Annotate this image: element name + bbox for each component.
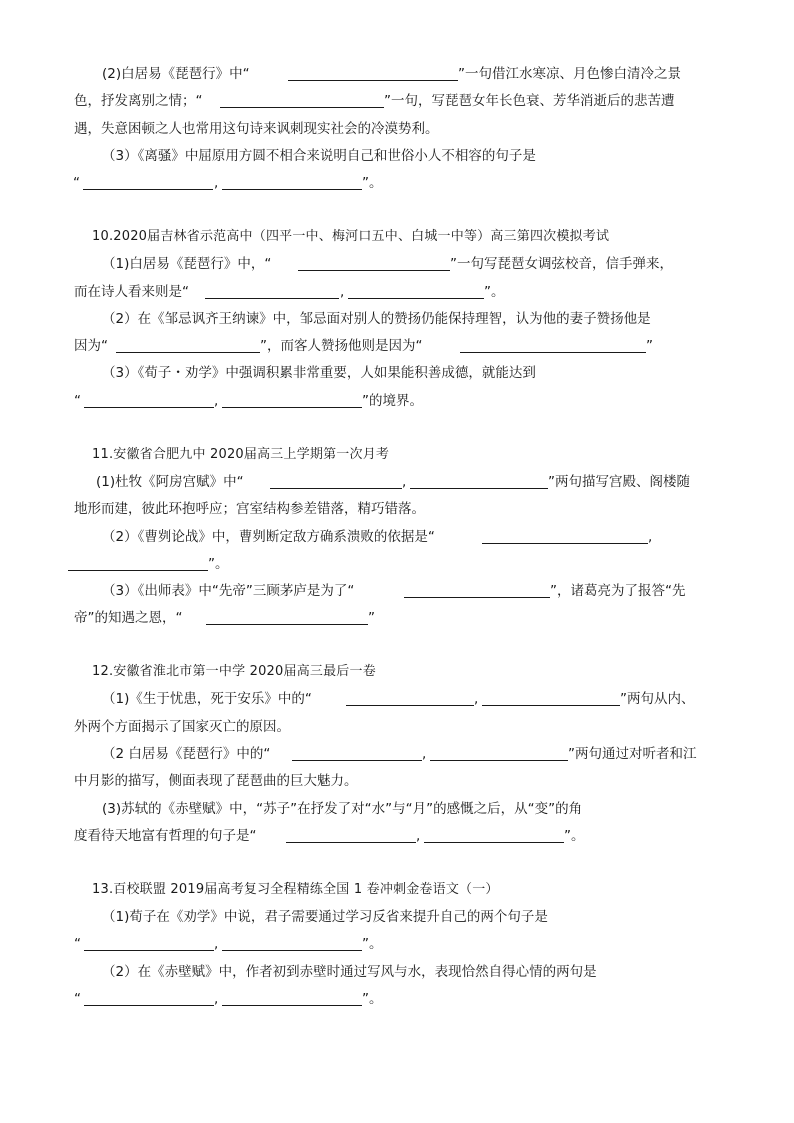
- answer-blank[interactable]: [83, 174, 213, 190]
- quote-close: ”。: [564, 828, 585, 844]
- q11-p1-text: 地形而建，彼此环抱呼应；宫室结构参差错落，精巧错落。: [74, 501, 425, 517]
- comma: ,: [416, 828, 421, 844]
- q13-p2-line2: [0, 988, 794, 1010]
- q12-p2-line1: [0, 743, 794, 765]
- comma: ,: [214, 175, 219, 191]
- question-title: 13.百校联盟 2019届高考复习全程精练全国 1 卷冲刺金卷语文（一）: [92, 882, 499, 897]
- answer-blank[interactable]: [348, 283, 484, 299]
- q13-p2-text: （2）在《赤壁赋》中，作者初到赤壁时通过写风与水，表现恰然自得心情的两句是: [102, 964, 597, 980]
- q10-p2-line2: [0, 335, 794, 357]
- q11-p1-text: ”两句描写宫殿、阁楼随: [548, 474, 690, 490]
- answer-blank[interactable]: [404, 582, 550, 598]
- answer-blank[interactable]: [430, 745, 568, 761]
- q12-p3-text: (3)苏轼的《赤壁赋》中，“苏子”在抒发了对“水”与“月”的感慨之后，从“变”的角: [102, 801, 583, 817]
- q10-p1-text: ”一句写琵琶女调弦校音，信手弹来，: [450, 256, 673, 272]
- q10-p1-text: （1)白居易《琵琶行》中，“: [102, 256, 272, 272]
- q11-p3-line2: [0, 607, 794, 629]
- answer-blank[interactable]: [222, 990, 362, 1006]
- answer-blank[interactable]: [482, 528, 648, 544]
- answer-blank[interactable]: [286, 827, 416, 843]
- quote-open: “: [74, 936, 81, 952]
- question-title: 11.安徽省合肥九中 2020届高三上学期第一次月考: [92, 447, 390, 462]
- answer-blank[interactable]: [292, 745, 422, 761]
- q9-p3-line1: [0, 145, 794, 167]
- q12-p1-text: 外两个方面揭示了国家灭亡的原因。: [74, 719, 290, 735]
- q10-title: [0, 226, 794, 248]
- q10-p2-line1: [0, 308, 794, 330]
- answer-blank[interactable]: [270, 473, 402, 489]
- q12-p3-line1: [0, 798, 794, 820]
- comma: ,: [402, 474, 407, 490]
- answer-blank[interactable]: [410, 473, 548, 489]
- answer-blank[interactable]: [205, 283, 339, 299]
- q12-p2-text: 中月影的描写，侧面表现了琵琶曲的巨大魅力。: [74, 773, 358, 789]
- quote-close: ”。: [208, 556, 229, 572]
- q10-p2-text: （2）在《邹忌讽齐王纳谏》中，邹忌面对别人的赞扬仍能保持理智，认为他的妻子赞扬他是: [102, 311, 651, 327]
- q9-p2-text: ”一句借江水寒凉、月色惨白清冷之景: [458, 66, 681, 82]
- answer-blank[interactable]: [424, 827, 564, 843]
- answer-blank[interactable]: [298, 255, 450, 271]
- q10-p3-line1: [0, 362, 794, 384]
- comma: ,: [214, 393, 219, 409]
- q12-title: [0, 661, 794, 683]
- q11-p3-text: 帝”的知遇之恩，“: [74, 610, 183, 626]
- q12-p2-text: （2 白居易《琵琶行》中的“: [102, 746, 271, 762]
- quote-close: ”。: [484, 284, 505, 300]
- q9-p3-text: （3）《离骚》中屈原用方圆不相合来说明自己和世俗小人不相容的句子是: [102, 148, 536, 164]
- question-title: 12.安徽省淮北市第一中学 2020届高三最后一卷: [92, 664, 376, 679]
- q11-p1-line2: [0, 498, 794, 520]
- q9-p2-text: 遇，失意困顿之人也常用这句诗来讽刺现实社会的冷漠势利。: [74, 121, 439, 137]
- quote-close: ”: [368, 610, 375, 626]
- q11-p1-line1: [0, 471, 794, 493]
- q10-p2-text: ”，而客人赞扬他则是因为“: [260, 338, 423, 354]
- quote-close: ”。: [362, 991, 383, 1007]
- answer-blank[interactable]: [84, 990, 214, 1006]
- question-title: 10.2020届吉林省示范高中（四平一中、梅河口五中、白城一中等）高三第四次模拟考试: [92, 229, 610, 244]
- q11-p2-line1: [0, 526, 794, 548]
- q10-p1-line1: [0, 253, 794, 275]
- quote-close: ”的境界。: [362, 393, 423, 409]
- quote-close: ”。: [362, 936, 383, 952]
- quote-open: “: [74, 393, 81, 409]
- q13-p1-line2: [0, 933, 794, 955]
- q10-p1-text: 而在诗人看来则是“: [74, 284, 189, 300]
- q12-p1-text: ”两句从内、: [620, 691, 695, 707]
- answer-blank[interactable]: [222, 174, 362, 190]
- answer-blank[interactable]: [68, 555, 208, 571]
- comma: ,: [340, 284, 345, 300]
- comma: ,: [214, 991, 219, 1007]
- answer-blank[interactable]: [222, 392, 362, 408]
- q11-p3-text: （3）《出师表》中“先帝”三顾茅庐是为了“: [102, 583, 355, 599]
- q10-p3-text: （3）《荀子・劝学》中强调积累非常重要，人如果能积善成德，就能达到: [102, 365, 536, 381]
- q11-p3-text: ”，诸葛亮为了报答“先: [550, 583, 686, 599]
- q11-p1-text: (1)杜牧《阿房宫赋》中“: [96, 474, 244, 490]
- comma: ,: [474, 691, 479, 707]
- q12-p2-text: ”两句通过对听者和江: [568, 746, 697, 762]
- q12-p1-text: （1)《生于忧患，死于安乐》中的“: [102, 691, 312, 707]
- quote-open: “: [73, 175, 80, 191]
- q9-p2-line2: [0, 90, 794, 112]
- q12-p1-line1: [0, 688, 794, 710]
- comma: ,: [422, 746, 427, 762]
- q10-p1-line2: [0, 281, 794, 303]
- q9-p2-line1: [0, 63, 794, 85]
- q9-p3-line2: [0, 172, 794, 194]
- q9-p2-text: ”一句，写琵琶女年长色衰、芳华消逝后的悲苦遭: [384, 93, 675, 109]
- comma: ,: [214, 936, 219, 952]
- q9-p2-text: 色，抒发离别之情；“: [74, 93, 203, 109]
- q12-p1-line2: [0, 716, 794, 738]
- q12-p3-text: 度看待天地富有哲理的句子是“: [74, 828, 257, 844]
- q12-p2-line2: [0, 770, 794, 792]
- q11-p3-line1: [0, 580, 794, 602]
- quote-open: “: [74, 991, 81, 1007]
- q11-p2-text: （2）《曹刿论战》中，曹刿断定敌方确系溃败的依据是“: [102, 529, 435, 545]
- quote-close: ”: [646, 338, 653, 354]
- answer-blank[interactable]: [116, 337, 260, 353]
- q13-p1-text: （1)荀子在《劝学》中说，君子需要通过学习反省来提升自己的两个句子是: [102, 909, 548, 925]
- q12-p3-line2: [0, 825, 794, 847]
- answer-blank[interactable]: [206, 609, 368, 625]
- answer-blank[interactable]: [460, 337, 646, 353]
- q9-p2-line3: [0, 118, 794, 140]
- answer-blank[interactable]: [482, 690, 620, 706]
- q11-title: [0, 444, 794, 466]
- answer-blank[interactable]: [84, 392, 214, 408]
- answer-blank[interactable]: [288, 65, 458, 81]
- quote-close: ”。: [362, 175, 383, 191]
- answer-blank[interactable]: [346, 690, 474, 706]
- q10-p3-line2: [0, 390, 794, 412]
- answer-blank[interactable]: [220, 92, 384, 108]
- answer-blank[interactable]: [222, 935, 362, 951]
- q13-p1-line1: [0, 906, 794, 928]
- answer-blank[interactable]: [84, 935, 214, 951]
- q13-p2-line1: [0, 961, 794, 983]
- q9-p2-text: (2)白居易《琵琶行》中“: [102, 66, 250, 82]
- q11-p2-line2: [0, 553, 794, 575]
- comma: ,: [648, 529, 653, 545]
- q10-p2-text: 因为“: [74, 338, 108, 354]
- q13-title: [0, 879, 794, 901]
